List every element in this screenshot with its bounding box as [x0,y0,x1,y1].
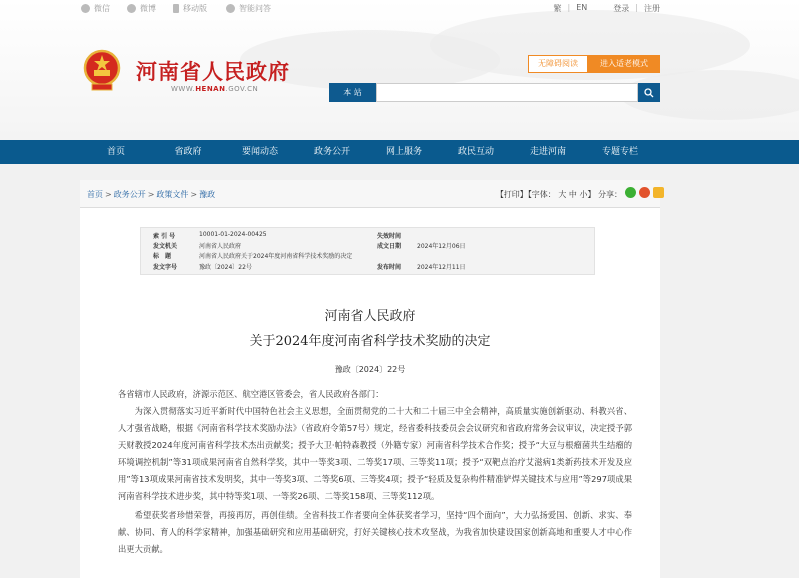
account-links: 繁 | EN 登录 | 注册 [553,3,660,13]
breadcrumb: 首页 > 政务公开 > 政策文件 > 豫政 [87,190,216,199]
lang-english[interactable]: EN [576,3,588,12]
article-container [80,180,660,578]
meta-expire-label: 失效时间 [377,233,402,240]
breadcrumb-yuzheng[interactable]: 豫政 [199,190,216,199]
search-input[interactable] [376,83,638,102]
nav-home[interactable]: 首页 [106,147,125,157]
search-icon [644,88,654,98]
meta-index-label: 索 引 号 [153,233,176,240]
nav-topics[interactable]: 专题专栏 [601,147,638,157]
body-paragraph: 为深入贯彻落实习近平新时代中国特色社会主义思想，全面贯彻党的二十大和二十届三中全会精神，高质量实施创新驱动、科教兴省、人才强省战略，根据《河南省科学技术奖励办法》（省政府令第57号）规定，经省委科技委员会会议研究和省政府常务会议审议，决定授予郭天财教授2024年度河南省科学技术杰出贡献奖；授予大卫·帕特森教授（外籍专家）河南省科学技术合作奖；授予“大豆与根瘤菌共生结瘤的环境调控机制”等31项成果河南省自然科学奖，其中一等奖3项、二等奖17项、三等奖11项；授予“双靶点治疗艾滋病1类新药技术开发及应用”等13项成果河南省技术发明奖，其中一等奖3项、二等奖6项、三等奖4项；授予“轻质及复杂构件精准铲焊关键技术与应用”等297项成果河南省科学技术进步奖，其中特等奖1项、一等奖26项、二等奖158项、三等奖112项。 [118,406,632,501]
chat-icon [226,4,235,13]
document-number: 豫政〔2024〕22号 [334,365,406,374]
login-link[interactable]: 登录 [613,4,630,13]
breadcrumb-home[interactable]: 首页 [87,190,103,199]
breadcrumb-policy[interactable]: 政策文件 [156,190,189,199]
meta-publish-label: 发布时间 [377,264,402,271]
meta-date-value: 2024年12月06日 [417,243,466,250]
font-large-button[interactable]: 大 [558,190,567,199]
smart-qa-link[interactable]: 智能问答 [226,3,271,14]
nav-news[interactable]: 要闻动态 [241,147,278,157]
site-title[interactable]: 河南省人民政府 [136,59,290,84]
search-button[interactable] [638,83,660,102]
weibo-icon [127,4,136,13]
search-scope-select[interactable]: 本 站 [329,83,376,102]
share-weibo-icon[interactable] [639,187,650,198]
accessible-reading-button[interactable]: 无障碍阅读 [528,55,588,73]
salutation: 各省辖市人民政府，济源示范区、航空港区管委会，省人民政府各部门： [118,389,384,399]
mobile-link[interactable]: 移动版 [173,3,207,14]
document-title-line2: 关于2024年度河南省科学技术奖励的决定 [249,334,491,349]
register-link[interactable]: 注册 [644,4,660,13]
meta-title-label: 标 题 [153,253,172,260]
meta-number-value: 豫政〔2024〕22号 [199,264,252,271]
document-body [118,386,632,558]
main-nav [0,140,799,164]
print-button[interactable]: 【打印】 [495,190,528,199]
font-small-button[interactable]: 小 [579,190,588,199]
site-url: WWW.HENAN.GOV.CN [171,85,259,93]
mobile-icon [173,4,179,13]
share-wechat-icon[interactable] [625,187,636,198]
favorite-star-icon[interactable] [653,187,664,198]
breadcrumb-gov-affairs[interactable]: 政务公开 [113,190,146,199]
elder-mode-button[interactable]: 进入适老模式 [588,55,660,73]
meta-date-label: 成文日期 [377,243,402,250]
document-meta-table [140,227,595,275]
nav-interaction[interactable]: 政民互动 [457,147,494,157]
body-paragraph: 希望获奖者珍惜荣誉，再接再厉，再创佳绩。全省科技工作者要向全体获奖者学习，坚持“四个面向”，大力弘扬爱国、创新、求实、奉献、协同、育人的科学家精神，加强基础研究和应用基础研究，打好关键核心技术攻坚战，为我省加快建设国家创新高地和重要人才中心作出更大贡献。 [118,510,632,554]
meta-index-value: 10001-01-2024-00425 [199,231,267,238]
nav-about-henan[interactable]: 走进河南 [529,147,566,157]
nav-government[interactable]: 省政府 [174,147,202,157]
nav-gov-affairs[interactable]: 政务公开 [313,147,350,157]
meta-org-label: 发文机关 [153,243,178,250]
national-emblem-icon [82,48,122,92]
meta-number-label: 发文字号 [153,264,178,271]
breadcrumb-bar [80,180,660,208]
meta-publish-value: 2024年12月11日 [417,264,466,271]
article-tools: 【打印】【字体： 大 中 小】 分享： [495,190,622,199]
top-utility-bar [0,0,799,15]
wechat-link[interactable]: 微信 [81,3,110,14]
weibo-link[interactable]: 微博 [127,3,156,14]
wechat-icon [81,4,90,13]
meta-title-value: 河南省人民政府关于2024年度河南省科学技术奖励的决定 [199,253,353,260]
header-area [0,0,799,140]
meta-org-value: 河南省人民政府 [199,243,242,250]
font-mid-button[interactable]: 中 [568,190,577,199]
nav-online-service[interactable]: 网上服务 [385,147,422,157]
document-title-line1: 河南省人民政府 [324,309,416,324]
lang-traditional[interactable]: 繁 [553,4,562,13]
